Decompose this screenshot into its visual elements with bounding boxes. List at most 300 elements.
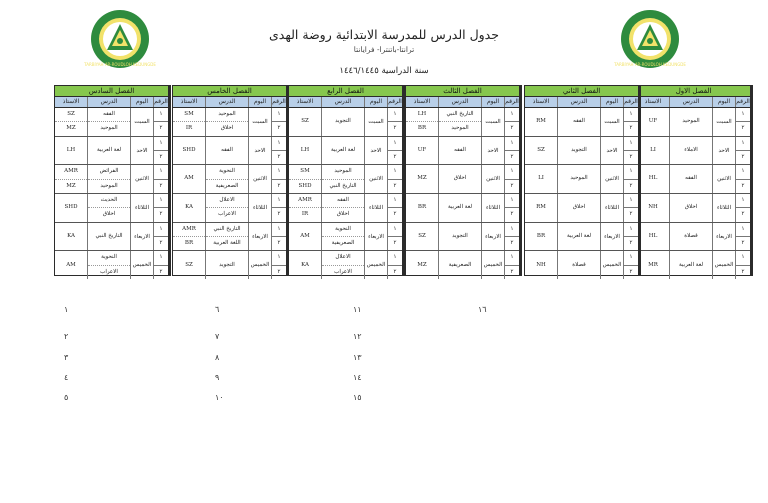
column-header-period: الرقم [154,98,168,105]
teacher-cell: LI [650,146,656,153]
day-row [637,251,750,279]
day-row [289,165,402,194]
subject-cell: الموحيد [100,182,118,189]
class-title: الفصل الخامس [173,86,286,97]
column-header-row [173,97,286,108]
subject-cell: اخلاق [572,204,586,211]
period-number: ٢ [277,240,281,247]
teacher-cell: AM [300,232,310,239]
column-header-period: الرقم [736,98,750,105]
day-name: الخميس [712,251,735,279]
class-title: الفصل الثاني [525,86,638,97]
day-name: الثلاثاء [712,194,735,222]
teacher-cell: UF [648,118,658,125]
school-address: ترانتا-باتنترا- فرايانتا [353,45,415,54]
day-row [289,223,402,252]
period-number: ٢ [393,125,397,132]
day-name: الاثنين [712,165,735,193]
teacher-cell: NH [648,204,658,211]
period-number: ٢ [629,211,633,218]
day-row [289,137,402,166]
day-name: الاحد [364,137,387,165]
list-number: ٣ [64,353,69,362]
period-number: ١ [388,223,402,237]
subject-cell: لغة العربية [566,232,592,239]
day-row [173,165,286,194]
list-number: ٨ [215,353,220,362]
teacher-cell: HL [648,232,658,239]
period-number: ٢ [741,125,745,132]
day-row [173,194,286,223]
class-title: الفصل الرابع [289,86,402,97]
day-name: السبت [248,108,271,136]
period-number: ١ [505,137,519,151]
day-row [406,194,519,223]
day-name: الخميس [130,251,153,279]
day-row [55,251,168,279]
period-number: ١ [272,137,286,151]
column-header-row [289,97,402,108]
subject-cell: الصعريفية [448,261,472,268]
period-number: ٢ [629,182,633,189]
day-name: الاحد [130,137,153,165]
period-number: ٢ [629,268,633,275]
period-number: ٢ [510,125,514,132]
period-number: ٢ [159,182,163,189]
class-title: الفصل الاول [637,86,750,97]
subject-cell: التاريخ النبي [206,223,248,237]
day-row [525,108,638,137]
subject-cell: النحوية [322,223,364,237]
day-row [406,137,519,166]
subject-cell: الموحيد [100,125,118,132]
column-header-row [637,97,750,108]
day-name: الاحد [481,137,504,165]
period-number: ١ [624,223,638,237]
period-number: ٢ [159,153,163,160]
day-name: الاثنين [248,165,271,193]
day-row [637,223,750,252]
day-row [289,251,402,279]
period-number: ٢ [393,240,397,247]
day-name: الثلاثاء [248,194,271,222]
period-number: ١ [154,108,168,122]
period-number: ٢ [741,182,745,189]
list-number: ١٢ [353,332,362,341]
teacher-cell: MZ [66,182,76,189]
subject-cell: التاريخ النبي [439,108,481,122]
period-number: ٢ [629,125,633,132]
subject-cell: الصعريفية [215,182,239,189]
day-name: الثلاثاء [364,194,387,222]
class-table [288,85,405,276]
period-number: ١ [736,223,750,237]
list-number: ١٣ [353,353,362,362]
period-number: ٢ [159,240,163,247]
day-row [525,137,638,166]
teacher-cell: IR [185,125,193,132]
period-number: ٢ [277,125,281,132]
class-title: الفصل السادس [55,86,168,97]
subject-cell: الاعراب [334,268,352,275]
logo-text: TARBIYAH AR-ROUDLOH KEDUNGDE [614,62,686,67]
period-number: ٢ [393,211,397,218]
subject-cell: الاعراب [100,268,118,275]
period-number: ١ [736,165,750,179]
teacher-cell: SZ [537,146,545,153]
teacher-cell: LH [406,108,438,122]
teacher-cell: LH [300,146,310,153]
period-number: ٢ [510,240,514,247]
period-number: ١ [272,223,286,237]
period-number: ١ [505,165,519,179]
day-row [637,137,750,166]
column-header-subject: الدرس [87,97,130,107]
day-name: السبت [600,108,623,136]
day-row [173,108,286,137]
period-number: ١ [624,194,638,208]
period-number: ١ [154,137,168,151]
subject-cell: التجويد [335,118,351,125]
day-row [173,251,286,279]
teacher-cell: KA [67,232,75,239]
subject-cell: النحوية [88,251,130,265]
subject-cell: لغة العربية [678,261,704,268]
list-number: ٥ [64,393,69,402]
teacher-cell: MZ [417,261,427,268]
period-number: ١ [736,137,750,151]
day-row [55,223,168,252]
period-number: ١ [736,251,750,265]
period-number: ٢ [277,268,281,275]
day-row [525,165,638,194]
column-header-teacher: الاستاذ [62,98,80,105]
subject-cell: النحوية [206,165,248,179]
subject-cell: الصعريفية [331,240,355,247]
teacher-cell: KA [185,204,193,211]
day-name: الاثنين [130,165,153,193]
subject-cell: التجويد [452,232,468,239]
class-title: الفصل الثالث [406,86,519,97]
class-table [524,85,641,276]
column-header-teacher: الاستاذ [180,98,198,105]
period-number: ٢ [510,153,514,160]
day-row [406,251,519,279]
day-name: الخميس [481,251,504,279]
teacher-cell: SHD [298,182,312,189]
day-name: الاربعاء [600,223,623,251]
subject-cell: الفقه [322,194,364,208]
day-row [637,165,750,194]
day-row [173,137,286,166]
list-number: ٧ [215,332,220,341]
teacher-cell: BR [417,204,427,211]
column-header-day: اليوم [600,97,623,107]
subject-cell: قصلاة [684,232,698,239]
period-number: ١ [736,194,750,208]
teacher-cell: HL [648,175,658,182]
period-number: ١ [154,251,168,265]
subject-cell: الفقه [685,175,697,182]
day-row [55,108,168,137]
period-number: ٢ [510,211,514,218]
period-number: ١ [272,165,286,179]
class-table [636,85,753,276]
period-number: ٢ [277,153,281,160]
day-name: الخميس [248,251,271,279]
period-number: ١ [388,194,402,208]
school-logo-left [84,9,156,69]
teacher-cell: AMR [289,194,321,208]
class-table [172,85,289,276]
period-number: ٢ [741,240,745,247]
column-header-teacher: الاستاذ [413,98,431,105]
day-row [525,251,638,279]
column-header-subject: الدرس [205,97,248,107]
day-name: الاحد [600,137,623,165]
period-number: ١ [624,251,638,265]
day-row [173,223,286,252]
period-number: ١ [624,108,638,122]
subject-cell: التاريخ النبي [95,232,123,239]
subject-cell: الموحيد [451,125,469,132]
period-number: ١ [624,137,638,151]
teacher-cell: SZ [418,232,426,239]
column-header-subject: الدرس [438,97,481,107]
teacher-cell: SZ [185,261,193,268]
column-header-day: اليوم [248,97,271,107]
period-number: ٢ [510,268,514,275]
subject-cell: الاعراب [218,211,236,218]
period-number: ٢ [277,182,281,189]
day-row [406,108,519,137]
day-row [406,223,519,252]
subject-cell: الفقه [573,118,585,125]
list-number: ٦ [215,305,220,314]
subject-cell: الفقه [221,146,233,153]
subject-cell: التجويد [219,261,235,268]
day-row [637,108,750,137]
period-number: ١ [388,137,402,151]
day-name: السبت [712,108,735,136]
teacher-cell: MZ [66,125,76,132]
subject-cell: اخلاق [336,211,350,218]
day-row [289,108,402,137]
period-number: ١ [505,223,519,237]
day-name: الاربعاء [481,223,504,251]
period-number: ١ [388,165,402,179]
list-number: ١٦ [478,305,487,314]
teacher-cell: BR [417,125,427,132]
column-header-teacher: الاستاذ [296,98,314,105]
list-number: ٤ [64,373,69,382]
period-number: ١ [388,108,402,122]
subject-cell: الفقه [454,146,466,153]
teacher-cell: AM [184,175,194,182]
subject-cell: التجويد [571,146,587,153]
period-number: ٢ [741,268,745,275]
day-row [406,165,519,194]
subject-cell: اخلاق [453,175,467,182]
subject-cell: لغة العربية [447,204,473,211]
period-number: ١ [272,251,286,265]
period-number: ٢ [629,153,633,160]
subject-cell: الموحيد [682,118,700,125]
subject-cell: اخلاق [220,125,234,132]
class-tables [54,85,759,276]
column-header-day: اليوم [712,97,735,107]
list-number: ١٤ [353,373,362,382]
subject-cell: الاعلال [322,251,364,265]
period-number: ١ [154,194,168,208]
teacher-cell: RM [536,204,546,211]
period-number: ٢ [159,268,163,275]
teacher-cell: SZ [301,118,309,125]
day-row [637,194,750,223]
teacher-cell: SM [173,108,205,122]
period-number: ١ [624,165,638,179]
day-name: السبت [364,108,387,136]
day-row [289,194,402,223]
teacher-cell: LH [66,146,76,153]
subject-cell: الاملاء [684,146,698,153]
period-number: ٢ [629,240,633,247]
day-row [55,165,168,194]
list-number: ١ [64,305,69,314]
column-header-subject: الدرس [321,97,364,107]
teacher-cell: SM [289,165,321,179]
column-header-day: اليوم [364,97,387,107]
schedule-title: جدول الدرس للمدرسة الابتدائية روضة الهدى [269,27,499,42]
period-number: ١ [505,108,519,122]
period-number: ١ [505,194,519,208]
period-number: ١ [154,223,168,237]
column-header-teacher: الاستاذ [532,98,550,105]
subject-cell: لغة العربية [330,146,356,153]
day-name: الاثنين [364,165,387,193]
list-number: ١٥ [353,393,362,402]
period-number: ٢ [741,153,745,160]
subject-cell: اللغة العربية [213,240,241,247]
subject-cell: الموحيد [322,165,364,179]
period-number: ٢ [510,182,514,189]
day-row [55,137,168,166]
day-name: الاربعاء [364,223,387,251]
period-number: ٢ [277,211,281,218]
subject-cell: الفرائض [88,165,130,179]
period-number: ١ [272,194,286,208]
logo-text: TARBIYAH AR-ROUDLOH KEDUNGDE [84,62,156,67]
column-header-period: الرقم [388,98,402,105]
class-table [54,85,171,276]
subject-cell: اخلاق [102,211,116,218]
teacher-cell: RM [536,118,546,125]
teacher-cell: MZ [417,175,427,182]
period-number: ٢ [741,211,745,218]
teacher-cell: AMR [173,223,205,237]
teacher-cell: IR [301,211,309,218]
subject-cell: الاعلال [206,194,248,208]
day-name: الاربعاء [130,223,153,251]
school-logo-right [614,9,686,69]
day-name: الاثنين [600,165,623,193]
day-row [525,194,638,223]
day-row [525,223,638,252]
day-name: الاربعاء [248,223,271,251]
period-number: ١ [736,108,750,122]
teacher-cell: AMR [55,165,87,179]
column-header-day: اليوم [481,97,504,107]
teacher-cell: SHD [64,204,78,211]
period-number: ١ [388,251,402,265]
column-header-teacher: الاستاذ [644,98,662,105]
list-number: ١٠ [215,393,224,402]
period-number: ٢ [159,211,163,218]
day-name: الاربعاء [712,223,735,251]
subject-cell: الموحيد [206,108,248,122]
teacher-cell: LI [538,175,544,182]
day-name: الاحد [712,137,735,165]
teacher-cell: KA [301,261,309,268]
teacher-cell: NH [536,261,546,268]
column-header-subject: الدرس [669,97,712,107]
period-number: ٢ [393,153,397,160]
column-header-period: الرقم [624,98,638,105]
day-name: الخميس [600,251,623,279]
period-number: ٢ [393,268,397,275]
column-header-row [525,97,638,108]
period-number: ١ [272,108,286,122]
teacher-cell: SZ [55,108,87,122]
column-header-subject: الدرس [557,97,600,107]
subject-cell: التاريخ النبي [329,182,357,189]
period-number: ١ [505,251,519,265]
day-name: الخميس [364,251,387,279]
day-name: الثلاثاء [600,194,623,222]
teacher-cell: UF [417,146,427,153]
list-number: ١١ [353,305,362,314]
column-header-row [55,97,168,108]
column-header-period: الرقم [505,98,519,105]
period-number: ٢ [159,125,163,132]
subject-cell: الحديث [88,194,130,208]
day-row [55,194,168,223]
column-header-day: اليوم [130,97,153,107]
day-name: الاحد [248,137,271,165]
list-number: ٩ [215,373,220,382]
day-name: السبت [130,108,153,136]
day-name: الاثنين [481,165,504,193]
class-table [405,85,522,276]
subject-cell: الموحيد [570,175,588,182]
teacher-cell: BR [536,232,546,239]
subject-cell: لغة العربية [96,146,122,153]
teacher-cell: BR [184,240,194,247]
subject-cell: قصلاة [572,261,586,268]
day-name: الثلاثاء [130,194,153,222]
teacher-cell: AM [66,261,76,268]
subject-cell: الفقه [88,108,130,122]
period-number: ٢ [393,182,397,189]
day-name: السبت [481,108,504,136]
column-header-row [406,97,519,108]
subject-cell: اخلاق [684,204,698,211]
column-header-period: الرقم [272,98,286,105]
list-number: ٢ [64,332,69,341]
teacher-cell: SHD [182,146,196,153]
academic-year: سنة الدراسية ١٤٤٦/١٤٤٥ [339,66,429,76]
period-number: ١ [154,165,168,179]
